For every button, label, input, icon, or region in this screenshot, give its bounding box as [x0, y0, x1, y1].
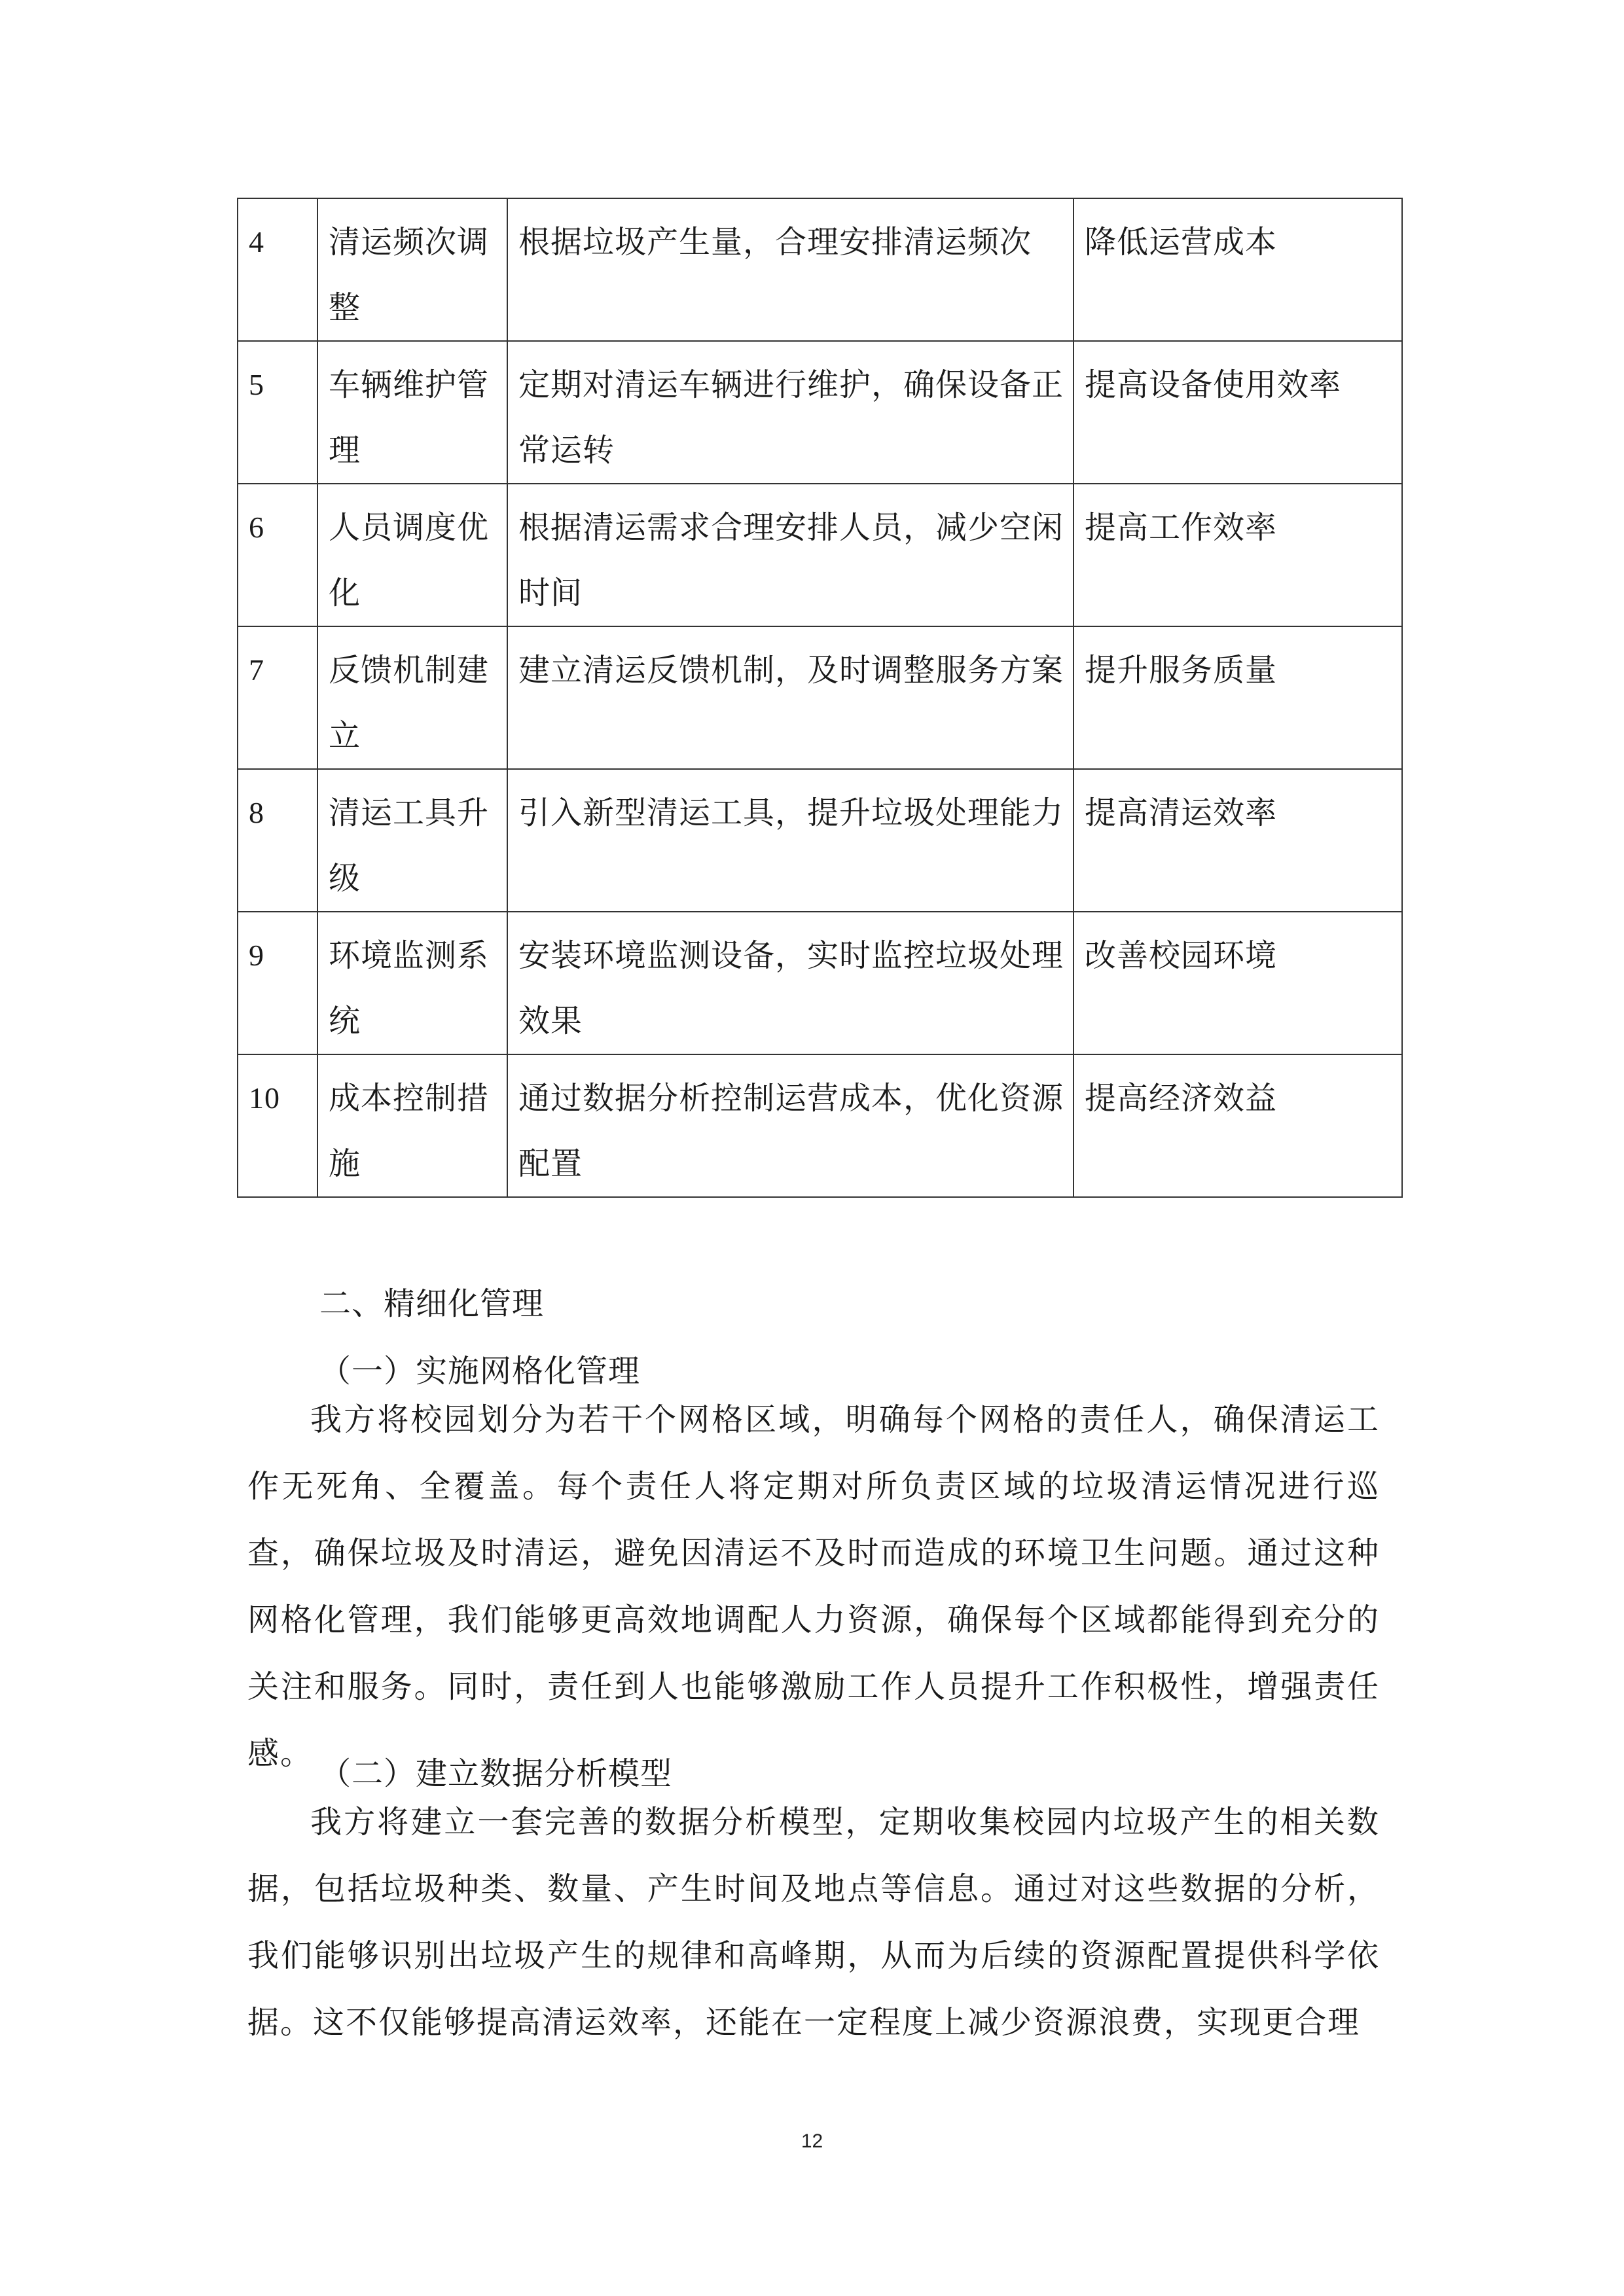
page-number: 12	[801, 2130, 823, 2152]
row-number: 8	[238, 769, 317, 912]
content-cell: 通过数据分析控制运营成本，优化资源配置	[507, 1054, 1074, 1197]
target-cell: 提高工作效率	[1074, 484, 1402, 626]
target-cell: 降低运营成本	[1074, 198, 1402, 341]
target-cell: 改善校园环境	[1074, 912, 1402, 1054]
target-cell: 提升服务质量	[1074, 626, 1402, 769]
content-cell: 引入新型清运工具，提升垃圾处理能力	[507, 769, 1074, 912]
content-cell: 根据垃圾产生量，合理安排清运频次	[507, 198, 1074, 341]
measure-cell: 清运工具升级	[317, 769, 507, 912]
content-cell: 定期对清运车辆进行维护，确保设备正常运转	[507, 341, 1074, 484]
measure-cell: 人员调度优化	[317, 484, 507, 626]
measure-cell: 车辆维护管理	[317, 341, 507, 484]
measure-cell: 成本控制措施	[317, 1054, 507, 1197]
subsection-heading-data-model: （二）建立数据分析模型	[319, 1755, 673, 1792]
measures-table	[237, 198, 1403, 1198]
content-cell: 建立清运反馈机制，及时调整服务方案	[507, 626, 1074, 769]
target-cell: 提高清运效率	[1074, 769, 1402, 912]
table-row	[238, 912, 1402, 1054]
table-row	[238, 341, 1402, 484]
table-row	[238, 1054, 1402, 1197]
target-cell: 提高经济效益	[1074, 1054, 1402, 1197]
content-cell: 根据清运需求合理安排人员，减少空闲时间	[507, 484, 1074, 626]
row-number: 9	[238, 912, 317, 1054]
table-row	[238, 626, 1402, 769]
table-row	[238, 769, 1402, 912]
section-heading: 二、精细化管理	[319, 1285, 545, 1322]
subsection-heading-grid: （一）实施网格化管理	[319, 1353, 641, 1390]
paragraph-data-model: 我方将建立一套完善的数据分析模型，定期收集校园内垃圾产生的相关数据，包括垃圾种类、数量、产生时间及地点等信息。通过对这些数据的分析，我们能够识别出垃圾产生的规律和高峰期，从而为后续的资源配置提供科学依据。这不仅能够提高清运效率，还能在一定程度上减少资源浪费，实现更合理	[247, 1804, 1380, 2041]
row-number: 4	[238, 198, 317, 341]
target-cell: 提高设备使用效率	[1074, 341, 1402, 484]
row-number: 10	[238, 1054, 317, 1197]
table-row	[238, 484, 1402, 626]
row-number: 5	[238, 341, 317, 484]
table-row	[238, 198, 1402, 341]
content-cell: 安装环境监测设备，实时监控垃圾处理效果	[507, 912, 1074, 1054]
measure-cell: 环境监测系统	[317, 912, 507, 1054]
measure-cell: 清运频次调整	[317, 198, 507, 341]
paragraph-grid-management: 我方将校园划分为若干个网格区域，明确每个网格的责任人，确保清运工作无死角、全覆盖。每个责任人将定期对所负责区域的垃圾清运情况进行巡查，确保垃圾及时清运，避免因清运不及时而造成的环境卫生问题。通过这种网格化管理，我们能够更高效地调配人力资源，确保每个区域都能得到充分的关注和服务。同时，责任到人也能够激励工作人员提升工作积极性，增强责任感。	[247, 1401, 1380, 1772]
row-number: 7	[238, 626, 317, 769]
measure-cell: 反馈机制建立	[317, 626, 507, 769]
row-number: 6	[238, 484, 317, 626]
